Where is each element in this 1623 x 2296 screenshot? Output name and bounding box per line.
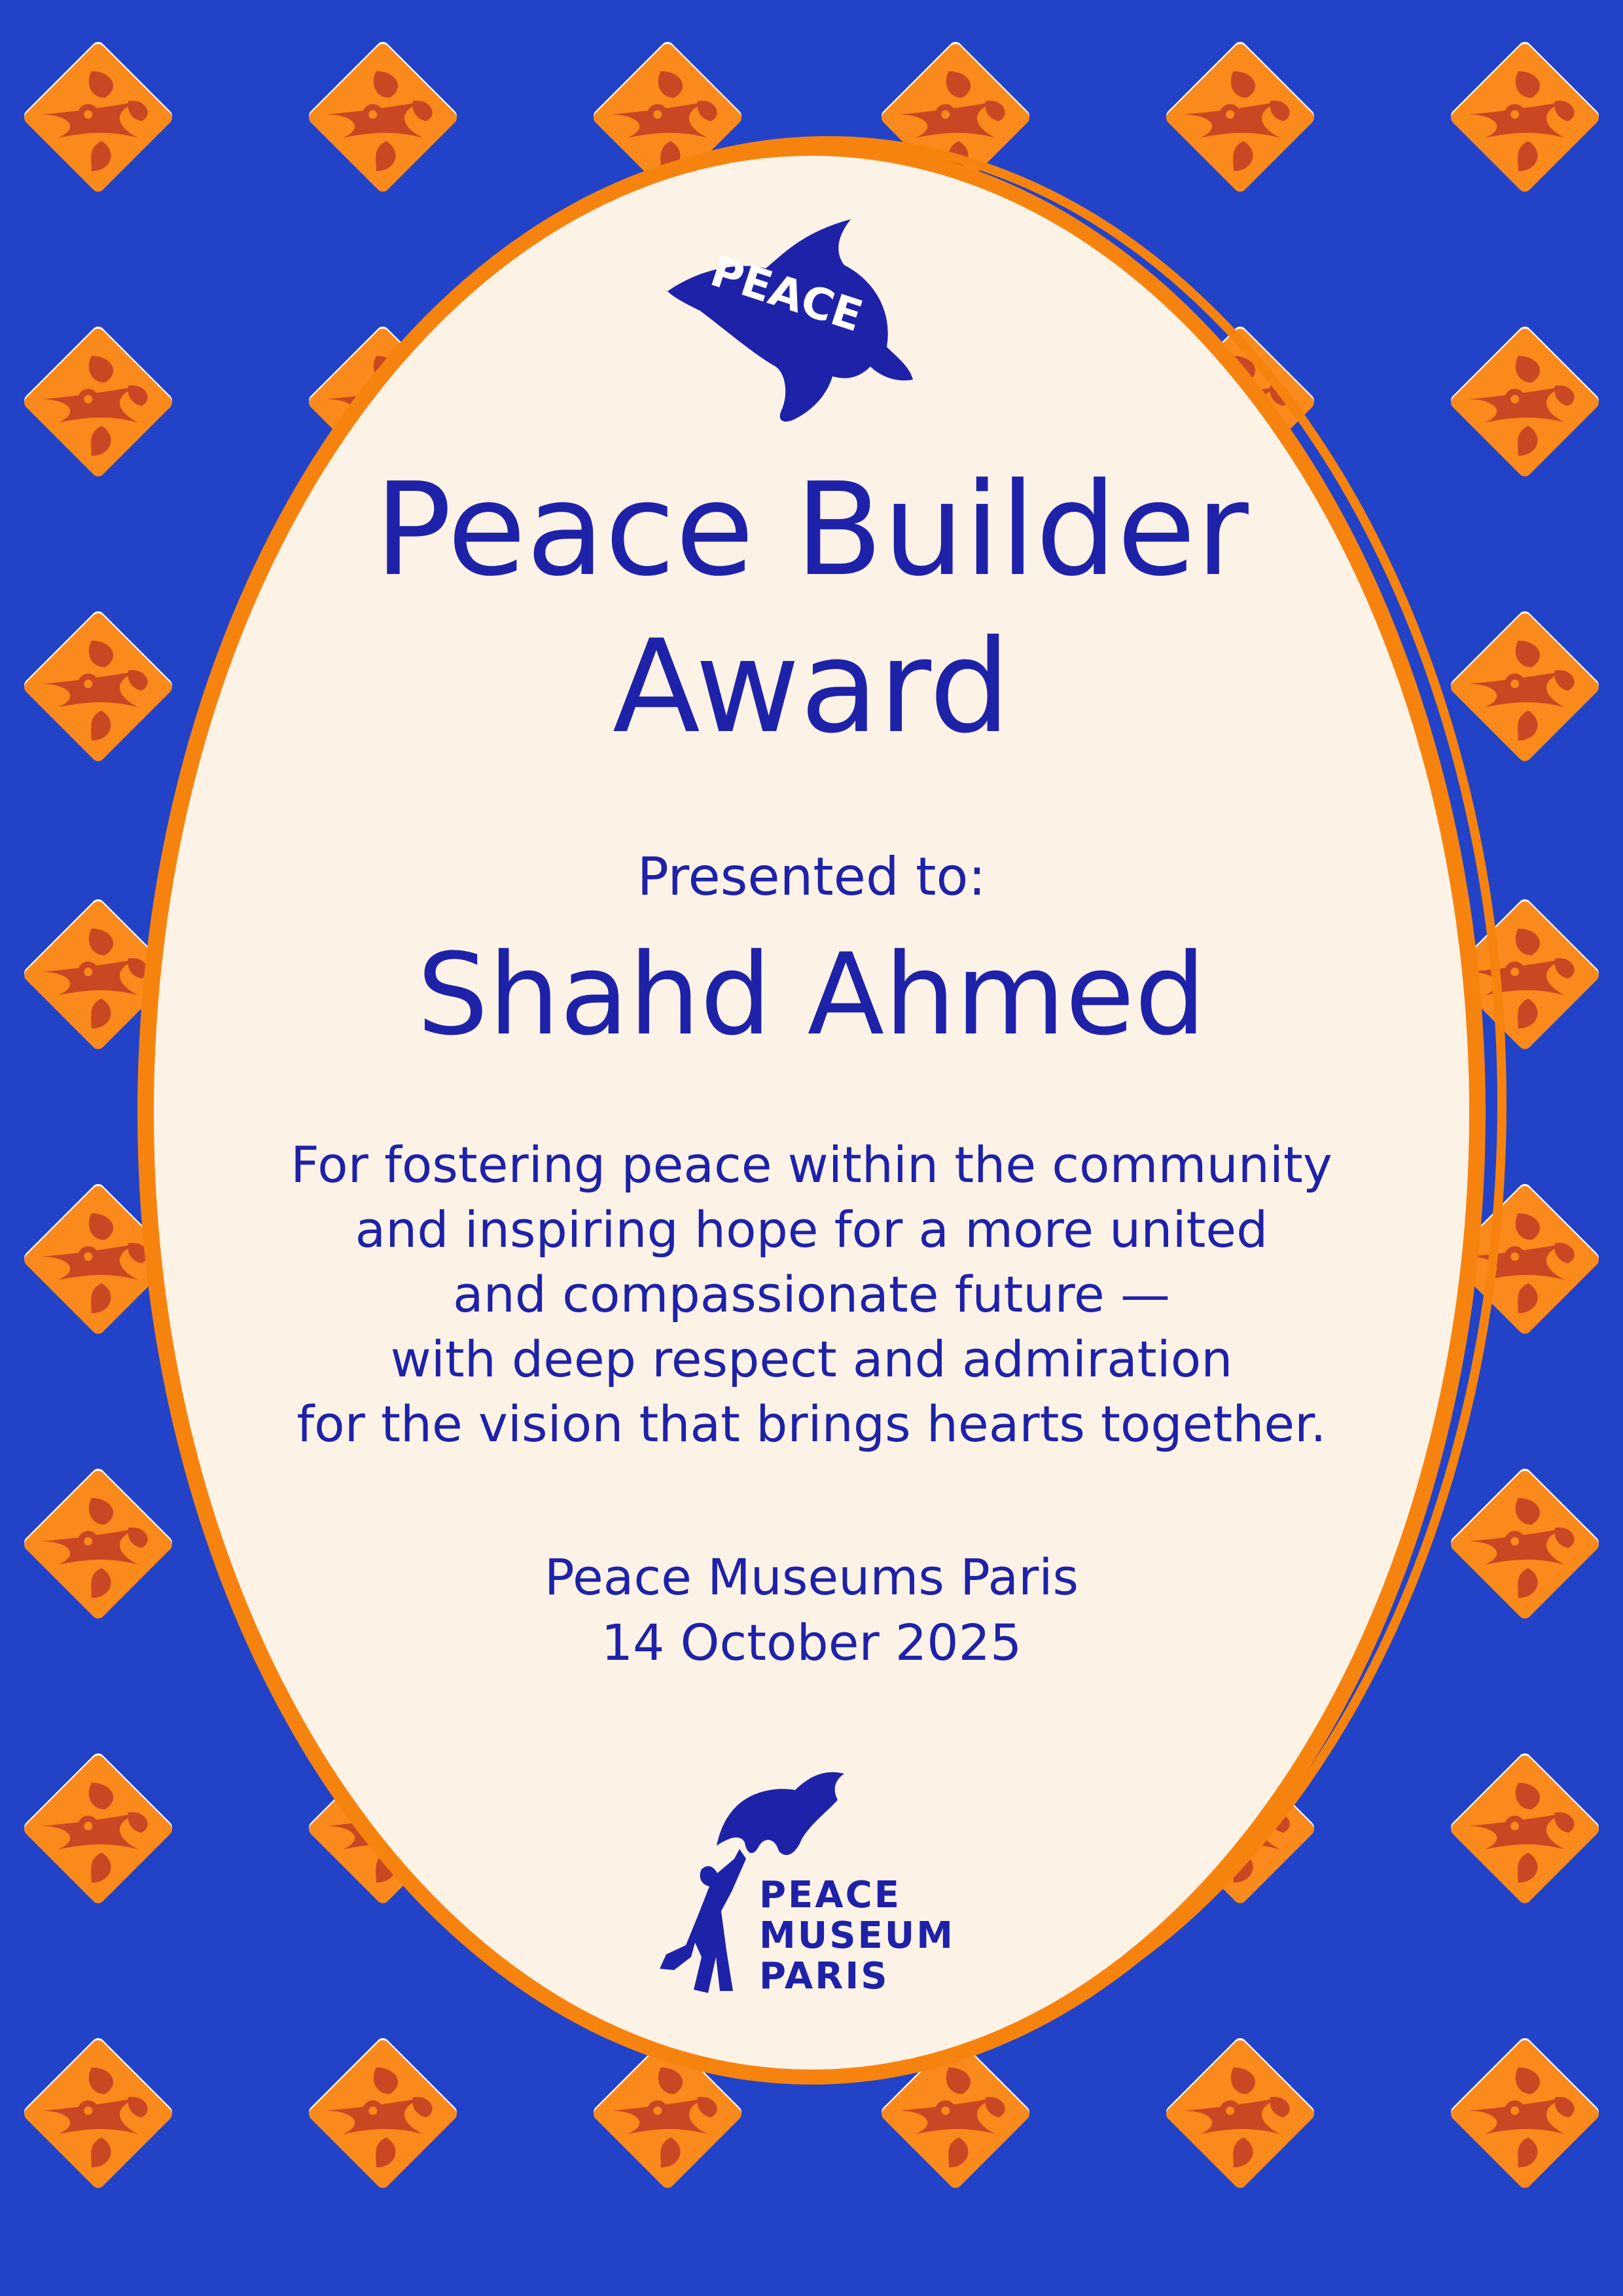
award-date: 14 October 2025: [601, 1613, 1022, 1672]
presented-to-label: Presented to:: [637, 846, 986, 907]
dove-icon: [661, 216, 916, 425]
award-title-line-1: Peace Builder: [374, 456, 1249, 605]
museum-logo-line-2: MUSEUM: [759, 1914, 955, 1957]
citation-text: [0, 1132, 1623, 1456]
citation-line-5: for the vision that brings hearts together.: [296, 1395, 1327, 1453]
citation-line-3: and compassionate future —: [453, 1265, 1170, 1323]
peace-museum-logo: [654, 1761, 955, 2009]
citation-line-1: For fostering peace within the community: [291, 1136, 1332, 1194]
award-title: [0, 452, 1623, 766]
citation-line-4: with deep respect and admiration: [390, 1330, 1233, 1388]
museum-logo-line-1: PEACE: [759, 1874, 901, 1916]
peace-logo-text: PEACE: [704, 245, 869, 342]
recipient-name: Shahd Ahmed: [417, 929, 1206, 1060]
museum-logo-line-3: PARIS: [759, 1955, 889, 1998]
citation-line-2: and inspiring hope for a more united: [355, 1200, 1268, 1259]
award-title-line-2: Award: [612, 613, 1011, 762]
organization-name: Peace Museums Paris: [544, 1548, 1079, 1606]
